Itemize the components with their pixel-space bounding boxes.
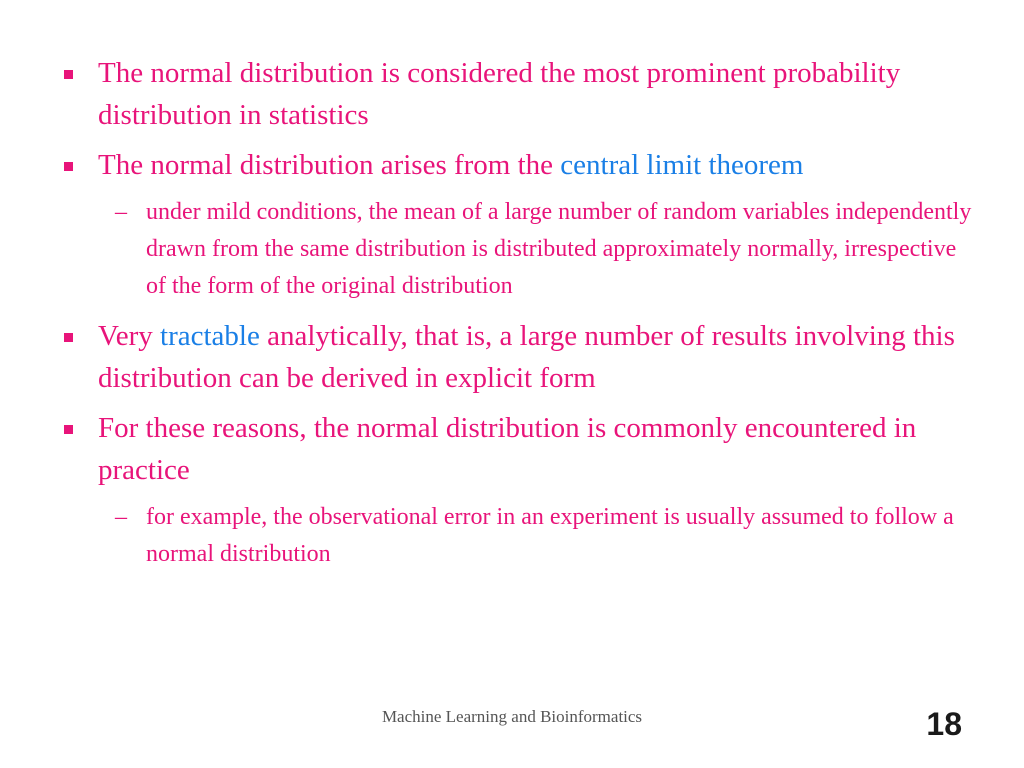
dash-marker: – — [115, 504, 127, 530]
bullet-item — [58, 315, 978, 399]
bullet-list — [58, 52, 978, 583]
bullet-text: For these reasons, the normal distribution is commonly encountered in practice — [98, 412, 917, 486]
bullet-text: The normal distribution arises from the — [98, 149, 561, 181]
square-bullet-icon — [64, 70, 73, 79]
sub-bullet-item — [58, 194, 978, 305]
highlighted-term: central limit theorem — [560, 149, 804, 181]
bullet-text: Very — [98, 320, 161, 352]
footer-title: Machine Learning and Bioinformatics — [381, 707, 643, 726]
page-number: 18 — [926, 706, 962, 742]
bullet-text: analytically, that is, a large number of results involving this distribution can be derived in explicit form — [98, 320, 955, 394]
square-bullet-icon — [64, 333, 73, 342]
bullet-item — [58, 407, 978, 491]
dash-marker: – — [115, 199, 127, 225]
sub-bullet-item — [58, 499, 978, 573]
highlighted-term: tractable — [160, 320, 260, 352]
bullet-item — [58, 144, 978, 186]
square-bullet-icon — [64, 425, 73, 434]
bullet-item — [58, 52, 978, 136]
square-bullet-icon — [64, 162, 73, 171]
sub-bullet-text: under mild conditions, the mean of a large number of random variables independently drawn from the same distribution is distributed approximately normally, irrespective of the form of the original distribution — [146, 199, 972, 299]
bullet-text: The normal distribution is considered the most prominent probability distribution in statistics — [98, 57, 901, 131]
sub-bullet-text: for example, the observational error in an experiment is usually assumed to follow a normal distribution — [146, 504, 954, 567]
